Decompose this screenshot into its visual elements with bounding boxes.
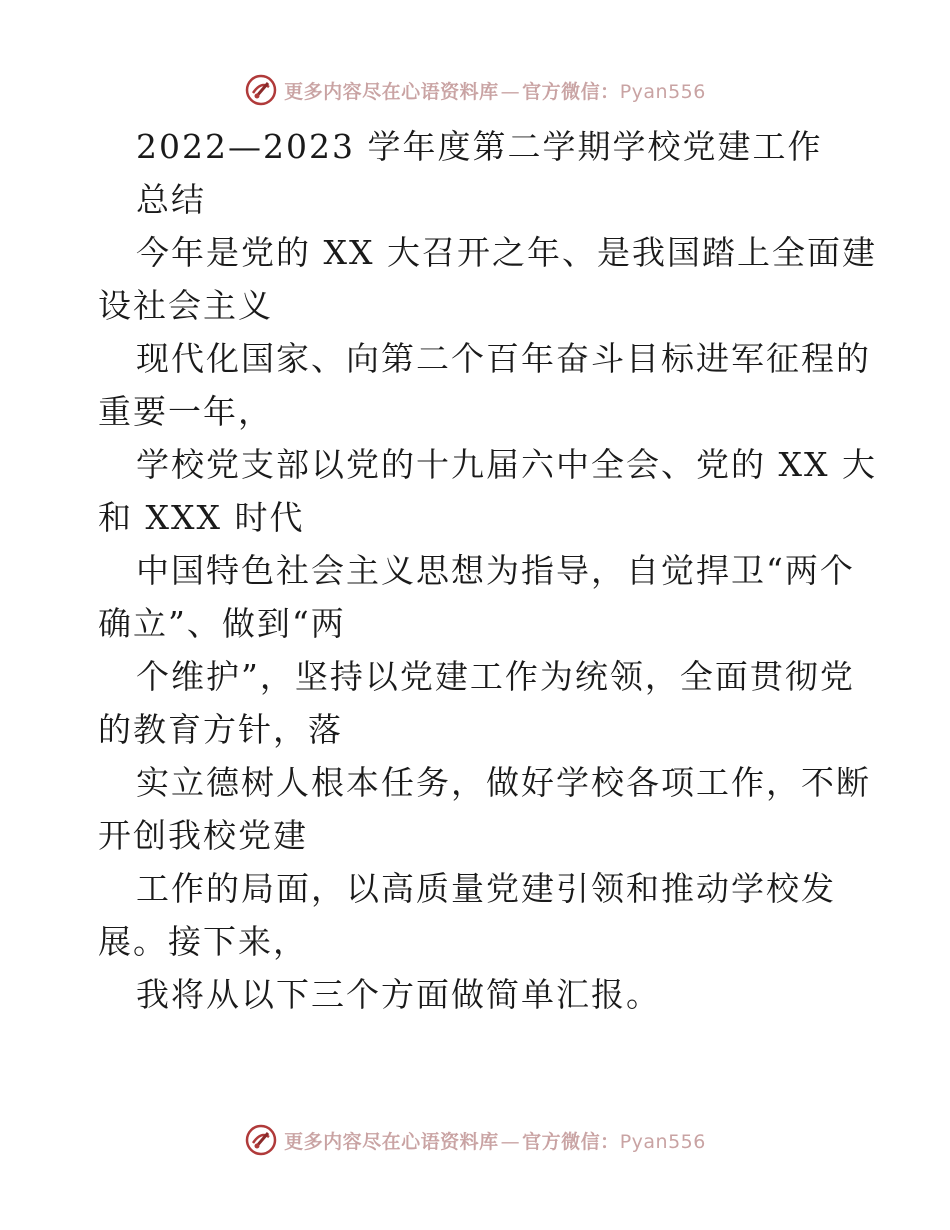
text-line: 个维护”，坚持以党建工作为统领，全面贯彻党: [136, 657, 855, 696]
text-line: 和 XXX 时代: [98, 498, 305, 537]
book-pen-logo-icon: [244, 73, 278, 107]
document-body: [98, 120, 877, 1021]
text-line: 实立德树人根本任务，做好学校各项工作，不断: [136, 763, 871, 802]
text-line: 2022—2023 学年度第二学期学校党建工作: [136, 127, 823, 166]
book-pen-logo-icon: [244, 1123, 278, 1157]
text-line: 重要一年，: [98, 392, 273, 431]
text-line: 的教育方针，落: [98, 710, 343, 749]
text-line: 总结: [136, 180, 206, 219]
text-line: 设社会主义: [98, 286, 273, 325]
text-line: 确立”、做到“两: [98, 604, 346, 643]
text-line: 我将从以下三个方面做简单汇报。: [136, 975, 661, 1014]
text-line: 展。接下来，: [98, 922, 308, 961]
watermark-dash: —: [500, 1130, 521, 1153]
watermark-suffix: 官方微信：: [522, 80, 620, 103]
watermark-header: [0, 70, 950, 110]
watermark-text: 更多内容尽在心语资料库: [284, 1130, 499, 1153]
text-line: 学校党支部以党的十九届六中全会、党的 XX 大: [136, 445, 877, 484]
text-line: 工作的局面，以高质量党建引领和推动学校发: [136, 869, 836, 908]
watermark-id: Pyan556: [619, 1130, 706, 1153]
watermark-footer: [0, 1120, 950, 1160]
text-line: 开创我校党建: [98, 816, 308, 855]
watermark-text: 更多内容尽在心语资料库: [284, 80, 499, 103]
text-line: 现代化国家、向第二个百年奋斗目标进军征程的: [136, 339, 871, 378]
watermark-id: Pyan556: [619, 80, 706, 103]
watermark-dash: —: [500, 80, 521, 103]
text-line: 中国特色社会主义思想为指导，自觉捍卫“两个: [136, 551, 855, 590]
text-line: 今年是党的 XX 大召开之年、是我国踏上全面建: [136, 233, 877, 272]
watermark-suffix: 官方微信：: [522, 1130, 620, 1153]
